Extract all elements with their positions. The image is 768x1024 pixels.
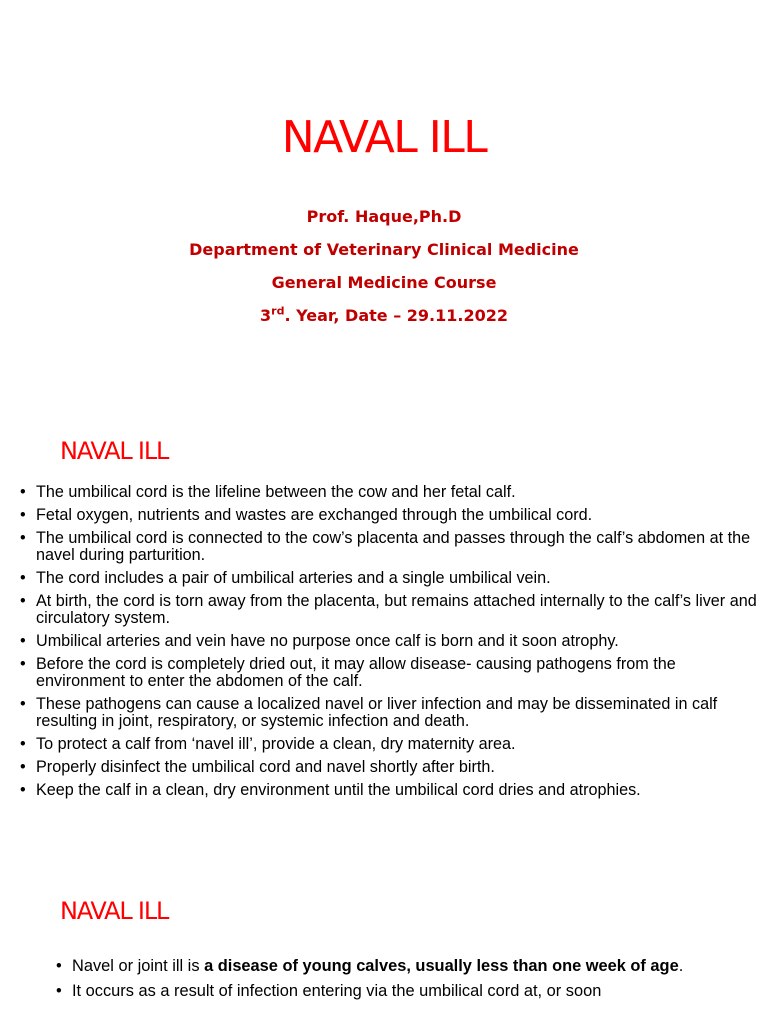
list-item: • The umbilical cord is connected to the cow’s placenta and passes through the calf’s abdomen at the navel during parturition.: [18, 530, 758, 564]
list-item: • It occurs as a result of infection entering via the umbilical cord at, or soon: [54, 981, 744, 1001]
list-item: [54, 956, 744, 976]
section-title: NAVAL ILL: [60, 897, 169, 925]
year-date-line: [0, 299, 768, 332]
department-line: Department of Veterinary Clinical Medicine: [189, 240, 579, 259]
year-number: 3: [260, 306, 272, 325]
list-item: • Keep the calf in a clean, dry environment until the umbilical cord dries and atrophies.: [18, 782, 758, 799]
list-item: • At birth, the cord is torn away from the placenta, but remains attached internally to the calf’s liver and circulatory system.: [18, 593, 758, 627]
year-date-text: . Year, Date – 29.11.2022: [284, 306, 508, 325]
list-item: • These pathogens can cause a localized navel or liver infection and may be disseminated in calf resulting in joint, respiratory, or systemic infection and death.: [18, 696, 758, 730]
author-line: Prof. Haque,Ph.D: [306, 207, 462, 226]
bullet-list: [54, 956, 744, 1006]
list-item: • The umbilical cord is the lifeline between the cow and her fetal calf.: [18, 484, 758, 501]
main-title: NAVAL ILL: [281, 112, 487, 163]
course-line: General Medicine Course: [271, 273, 497, 292]
list-item: • Before the cord is completely dried out, it may allow disease- causing pathogens from the environment to enter the abdomen of the calf.: [18, 656, 758, 690]
section-title: NAVAL ILL: [60, 437, 169, 465]
bullet-text: Navel or joint ill is: [72, 957, 205, 975]
content-slide-2: [0, 870, 768, 1024]
bullet-text-end: .: [678, 957, 684, 975]
title-slide: [0, 0, 768, 400]
list-item: • To protect a calf from ‘navel ill’, provide a clean, dry maternity area.: [18, 736, 758, 753]
list-item: • Fetal oxygen, nutrients and wastes are exchanged through the umbilical cord.: [18, 507, 758, 524]
list-item: • Properly disinfect the umbilical cord and navel shortly after birth.: [18, 759, 758, 776]
year-suffix: rd: [271, 304, 285, 318]
subtitle-block: [0, 200, 768, 332]
bullet-list: [18, 484, 758, 805]
content-slide-1: [0, 420, 768, 860]
list-item: • The cord includes a pair of umbilical arteries and a single umbilical vein.: [18, 570, 758, 587]
bullet-bold-text: a disease of young calves, usually less than one week of age: [204, 957, 679, 975]
list-item: • Umbilical arteries and vein have no purpose once calf is born and it soon atrophy.: [18, 633, 758, 650]
